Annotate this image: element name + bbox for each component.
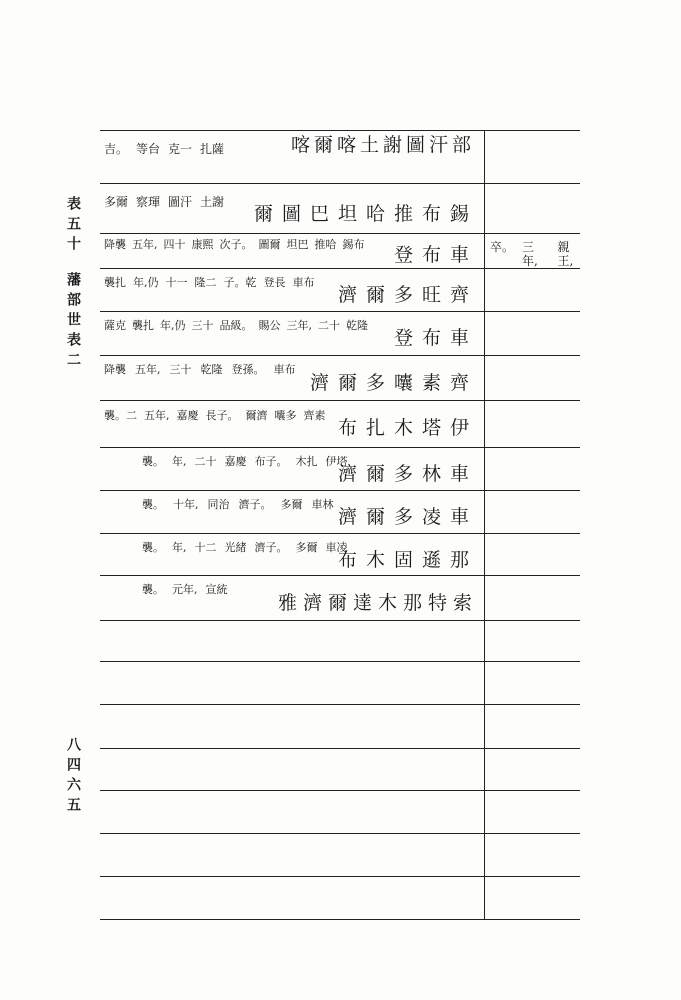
notes: [142, 498, 334, 511]
entry-name: 喀爾喀土謝圖汗部: [290, 134, 475, 156]
note: 登長: [263, 276, 286, 289]
notes: [104, 142, 224, 156]
note: 卒。: [490, 240, 515, 254]
note: 元年,: [172, 583, 198, 596]
note: 嘉慶: [176, 409, 199, 422]
note: 次子。: [219, 238, 253, 251]
note: 車凌: [325, 541, 348, 554]
rule: [100, 661, 580, 662]
note: 三十: [169, 363, 192, 376]
note: 多爾: [104, 195, 129, 209]
note: 四十: [163, 238, 186, 251]
entry-name: 車布登: [393, 327, 478, 349]
note: 年,仍: [160, 319, 186, 332]
table-row: [104, 236, 482, 266]
rule: [100, 233, 580, 234]
notes: [142, 583, 228, 596]
rule: [100, 490, 580, 491]
rule-top: [100, 130, 580, 131]
note: 五年,: [132, 238, 158, 251]
note: 康熙: [191, 238, 214, 251]
note: 濟子。: [238, 498, 272, 511]
note: 襲扎: [104, 276, 126, 289]
rule: [100, 876, 580, 877]
note: 車布: [273, 363, 296, 376]
note: 圖爾: [258, 238, 281, 251]
rule: [100, 748, 580, 749]
rule: [100, 704, 580, 705]
note: 賜公: [258, 319, 281, 332]
right-column-note: [490, 238, 585, 268]
note: 克一: [168, 142, 193, 156]
note: 十年,: [173, 498, 199, 511]
rule: [100, 268, 580, 269]
note: 五年,: [135, 363, 161, 376]
table-row: [104, 452, 482, 488]
note: 爾濟: [245, 409, 268, 422]
note: 推哈: [314, 238, 337, 251]
note: 三十: [191, 319, 214, 332]
note: 二十: [194, 455, 217, 468]
note: 察琿: [136, 195, 161, 209]
note: 襲。二: [104, 409, 137, 422]
note: 扎薩: [200, 142, 225, 156]
table-row: [104, 495, 482, 531]
note: 木扎: [295, 455, 318, 468]
table-row: [104, 273, 482, 309]
rule: [100, 400, 580, 401]
note: 三年,: [522, 240, 538, 268]
table-number: 表五十: [65, 196, 81, 256]
note: 車布: [292, 276, 315, 289]
note: 十一: [165, 276, 188, 289]
rule: [100, 355, 580, 356]
note: 坦巴: [286, 238, 309, 251]
note: 子。乾: [223, 276, 257, 289]
note: 品級。: [219, 319, 253, 332]
rule: [100, 311, 580, 312]
table-row: [104, 538, 482, 573]
note: 薩克: [104, 319, 126, 332]
note: 二十: [318, 319, 340, 332]
entry-name: 伊塔木扎布: [337, 417, 478, 439]
note: 降襲: [104, 238, 126, 251]
note: 襲。: [142, 583, 164, 596]
note: 十二: [194, 541, 217, 554]
note: 年,: [172, 455, 187, 468]
note: 車林: [311, 498, 334, 511]
note: 登孫。: [231, 363, 265, 376]
rule: [100, 620, 580, 621]
note: 光緒: [224, 541, 247, 554]
rule: [100, 183, 580, 184]
note: 圖汗: [168, 195, 193, 209]
note: 襲扎: [132, 319, 154, 332]
note: 乾隆: [346, 319, 368, 332]
note: 乾隆: [200, 363, 223, 376]
notes: [490, 240, 585, 268]
entry-name: 車布登: [393, 244, 478, 266]
table-row: [104, 405, 482, 445]
note: 伊塔: [325, 455, 348, 468]
table-row: [104, 580, 482, 618]
note: 土謝: [200, 195, 225, 209]
note: 多爾: [295, 541, 318, 554]
note: 三年,: [286, 319, 312, 332]
section-title: 藩部世表二: [65, 272, 81, 372]
notes: [142, 541, 348, 554]
notes: [104, 363, 296, 376]
note: 囔多: [274, 409, 297, 422]
entry-name: 索特那木達爾濟雅: [277, 592, 478, 614]
note: 襲。: [142, 498, 164, 511]
note: 長子。: [205, 409, 239, 422]
note: 五年,: [144, 409, 170, 422]
rule: [100, 575, 580, 576]
rule: [100, 533, 580, 534]
notes: [104, 195, 224, 209]
table-row: [104, 316, 482, 353]
rule: [100, 833, 580, 834]
entry-name: 那遜固木布: [337, 549, 478, 571]
notes: [104, 409, 326, 422]
notes: [142, 455, 348, 468]
note: 同治: [207, 498, 230, 511]
notes: [104, 238, 365, 251]
note: 宣統: [205, 583, 228, 596]
page-number: 八四六五: [65, 737, 81, 817]
rule-bottom: [100, 919, 580, 920]
note: 錫布: [342, 238, 365, 251]
note: 年,: [172, 541, 187, 554]
rule: [100, 790, 580, 791]
table-row: [104, 191, 482, 231]
note: 齊素: [303, 409, 326, 422]
table-row: [104, 140, 480, 180]
column-divider: [484, 130, 485, 919]
note: 年,仍: [133, 276, 159, 289]
table-row: [104, 360, 482, 398]
note: 布子。: [254, 455, 288, 468]
note: 親王,: [557, 240, 574, 268]
note: 等台: [136, 142, 161, 156]
entry-name: 車林多爾濟: [337, 463, 478, 485]
entry-name: 齊素囔多爾濟: [309, 372, 478, 394]
note: 多爾: [280, 498, 303, 511]
rule: [100, 447, 580, 448]
entry-name: 齊旺多爾濟: [337, 284, 478, 306]
entry-name: 錫布推哈坦巴圖爾: [253, 203, 478, 225]
entry-name: 車凌多爾濟: [337, 506, 478, 528]
note: 嘉慶: [224, 455, 247, 468]
note: 降襲: [104, 363, 126, 376]
note: 濟子。: [254, 541, 288, 554]
note: 吉。: [104, 142, 129, 156]
notes: [104, 276, 315, 289]
note: 隆二: [194, 276, 217, 289]
notes: [104, 319, 368, 332]
note: 襲。: [142, 455, 164, 468]
note: 襲。: [142, 541, 164, 554]
